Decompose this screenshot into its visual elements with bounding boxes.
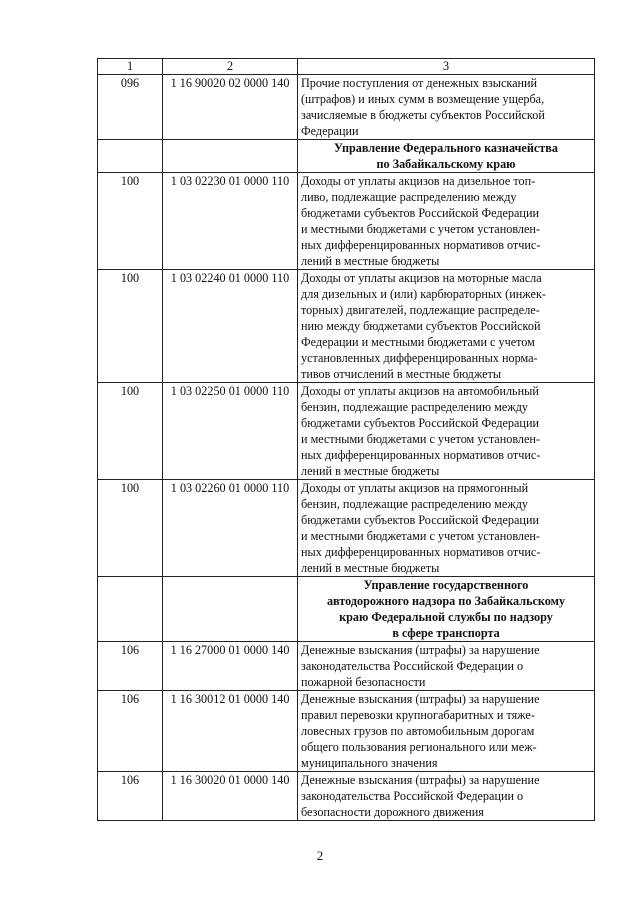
description-cell xyxy=(298,642,595,691)
table-row xyxy=(98,383,595,480)
section-title xyxy=(298,140,595,173)
description-line: Федерации xyxy=(301,124,359,138)
description-line: Доходы от уплаты акцизов на моторные масла xyxy=(301,271,542,285)
admin-code-cell: 096 xyxy=(98,75,163,140)
description-line: торных) двигателей, подлежащие распределе- xyxy=(301,303,540,317)
description-line: лений в местные бюджеты xyxy=(301,254,440,268)
table-row xyxy=(98,772,595,821)
description-line: бензин, подлежащие распределению между xyxy=(301,497,528,511)
section-title xyxy=(298,577,595,642)
description-line: и местными бюджетами с учетом установлен- xyxy=(301,222,540,236)
admin-code-cell: 100 xyxy=(98,480,163,577)
table-header-row xyxy=(98,59,595,75)
description-line: Доходы от уплаты акцизов на дизельное топ- xyxy=(301,174,536,188)
description-line: ловесных грузов по автомобильным дорогам xyxy=(301,724,535,738)
description-line: зачисляемые в бюджеты субъектов Российской xyxy=(301,108,545,122)
description-line: пожарной безопасности xyxy=(301,675,426,689)
description-line: Доходы от уплаты акцизов на автомобильный xyxy=(301,384,539,398)
admin-code-cell: 100 xyxy=(98,173,163,270)
admin-code-cell: 106 xyxy=(98,642,163,691)
section-title-line: по Забайкальскому краю xyxy=(376,157,516,171)
description-line: для дизельных и (или) карбюраторных (инжек- xyxy=(301,287,546,301)
description-line: установленных дифференцированных норма- xyxy=(301,351,538,365)
admin-code-cell: 100 xyxy=(98,383,163,480)
section-title-line: в сфере транспорта xyxy=(392,626,500,640)
section-title-line: автодорожного надзора по Забайкальскому xyxy=(326,594,566,608)
description-line: бюджетами субъектов Российской Федерации xyxy=(301,513,539,527)
description-line: безопасности дорожного движения xyxy=(301,805,484,819)
header-col-1: 1 xyxy=(98,59,163,75)
section-header-row xyxy=(98,140,595,173)
description-cell xyxy=(298,383,595,480)
description-line: и местными бюджетами с учетом установлен- xyxy=(301,529,540,543)
description-line: законодательства Российской Федерации о xyxy=(301,789,524,803)
description-line: нию между бюджетами субъектов Российской xyxy=(301,319,541,333)
description-line: лений в местные бюджеты xyxy=(301,464,440,478)
section-title-line: Управление Федерального казначейства xyxy=(334,141,558,155)
description-line: Федерации и местными бюджетами с учетом xyxy=(301,335,535,349)
description-cell xyxy=(298,173,595,270)
table-row xyxy=(98,173,595,270)
description-cell xyxy=(298,270,595,383)
description-line: правил перевозки крупногабаритных и тяже- xyxy=(301,708,535,722)
revenue-code-cell: 1 03 02250 01 0000 110 xyxy=(163,383,298,480)
table-row xyxy=(98,480,595,577)
description-line: бензин, подлежащие распределению между xyxy=(301,400,528,414)
header-col-3: 3 xyxy=(298,59,595,75)
description-line: общего пользования регионального или меж- xyxy=(301,740,537,754)
revenue-codes-table xyxy=(97,58,595,821)
table-row xyxy=(98,691,595,772)
revenue-code-cell: 1 16 27000 01 0000 140 xyxy=(163,642,298,691)
description-line: бюджетами субъектов Российской Федерации xyxy=(301,416,539,430)
section-empty-cell xyxy=(98,140,163,173)
description-cell xyxy=(298,691,595,772)
revenue-code-cell: 1 03 02260 01 0000 110 xyxy=(163,480,298,577)
description-line: Прочие поступления от денежных взысканий xyxy=(301,76,538,90)
description-line: ных дифференцированных нормативов отчис- xyxy=(301,238,541,252)
description-line: законодательства Российской Федерации о xyxy=(301,659,524,673)
description-line: Доходы от уплаты акцизов на прямогонный xyxy=(301,481,529,495)
description-line: ных дифференцированных нормативов отчис- xyxy=(301,448,541,462)
header-col-2: 2 xyxy=(163,59,298,75)
description-line: ных дифференцированных нормативов отчис- xyxy=(301,545,541,559)
section-title-line: краю Федеральной службы по надзору xyxy=(339,610,553,624)
table-row xyxy=(98,270,595,383)
table-row xyxy=(98,75,595,140)
description-line: и местными бюджетами с учетом установлен- xyxy=(301,432,540,446)
description-line: Денежные взыскания (штрафы) за нарушение xyxy=(301,692,540,706)
description-line: Денежные взыскания (штрафы) за нарушение xyxy=(301,643,540,657)
section-empty-cell xyxy=(163,140,298,173)
description-line: бюджетами субъектов Российской Федерации xyxy=(301,206,539,220)
section-title-line: Управление государственного xyxy=(363,578,529,592)
section-empty-cell xyxy=(163,577,298,642)
table-row xyxy=(98,642,595,691)
description-cell xyxy=(298,480,595,577)
section-header-row xyxy=(98,577,595,642)
description-cell xyxy=(298,75,595,140)
table-body xyxy=(98,59,595,821)
revenue-code-cell: 1 03 02230 01 0000 110 xyxy=(163,173,298,270)
description-line: (штрафов) и иных сумм в возмещение ущерба, xyxy=(301,92,545,106)
revenue-code-cell: 1 16 30020 01 0000 140 xyxy=(163,772,298,821)
page-number: 2 xyxy=(316,848,324,863)
description-line: муниципального значения xyxy=(301,756,438,770)
section-empty-cell xyxy=(98,577,163,642)
admin-code-cell: 106 xyxy=(98,772,163,821)
admin-code-cell: 100 xyxy=(98,270,163,383)
admin-code-cell: 106 xyxy=(98,691,163,772)
revenue-code-cell: 1 16 30012 01 0000 140 xyxy=(163,691,298,772)
description-line: ливо, подлежащие распределению между xyxy=(301,190,517,204)
description-cell xyxy=(298,772,595,821)
revenue-code-cell: 1 16 90020 02 0000 140 xyxy=(163,75,298,140)
description-line: лений в местные бюджеты xyxy=(301,561,440,575)
description-line: Денежные взыскания (штрафы) за нарушение xyxy=(301,773,540,787)
revenue-code-cell: 1 03 02240 01 0000 110 xyxy=(163,270,298,383)
description-line: тивов отчислений в местные бюджеты xyxy=(301,367,502,381)
